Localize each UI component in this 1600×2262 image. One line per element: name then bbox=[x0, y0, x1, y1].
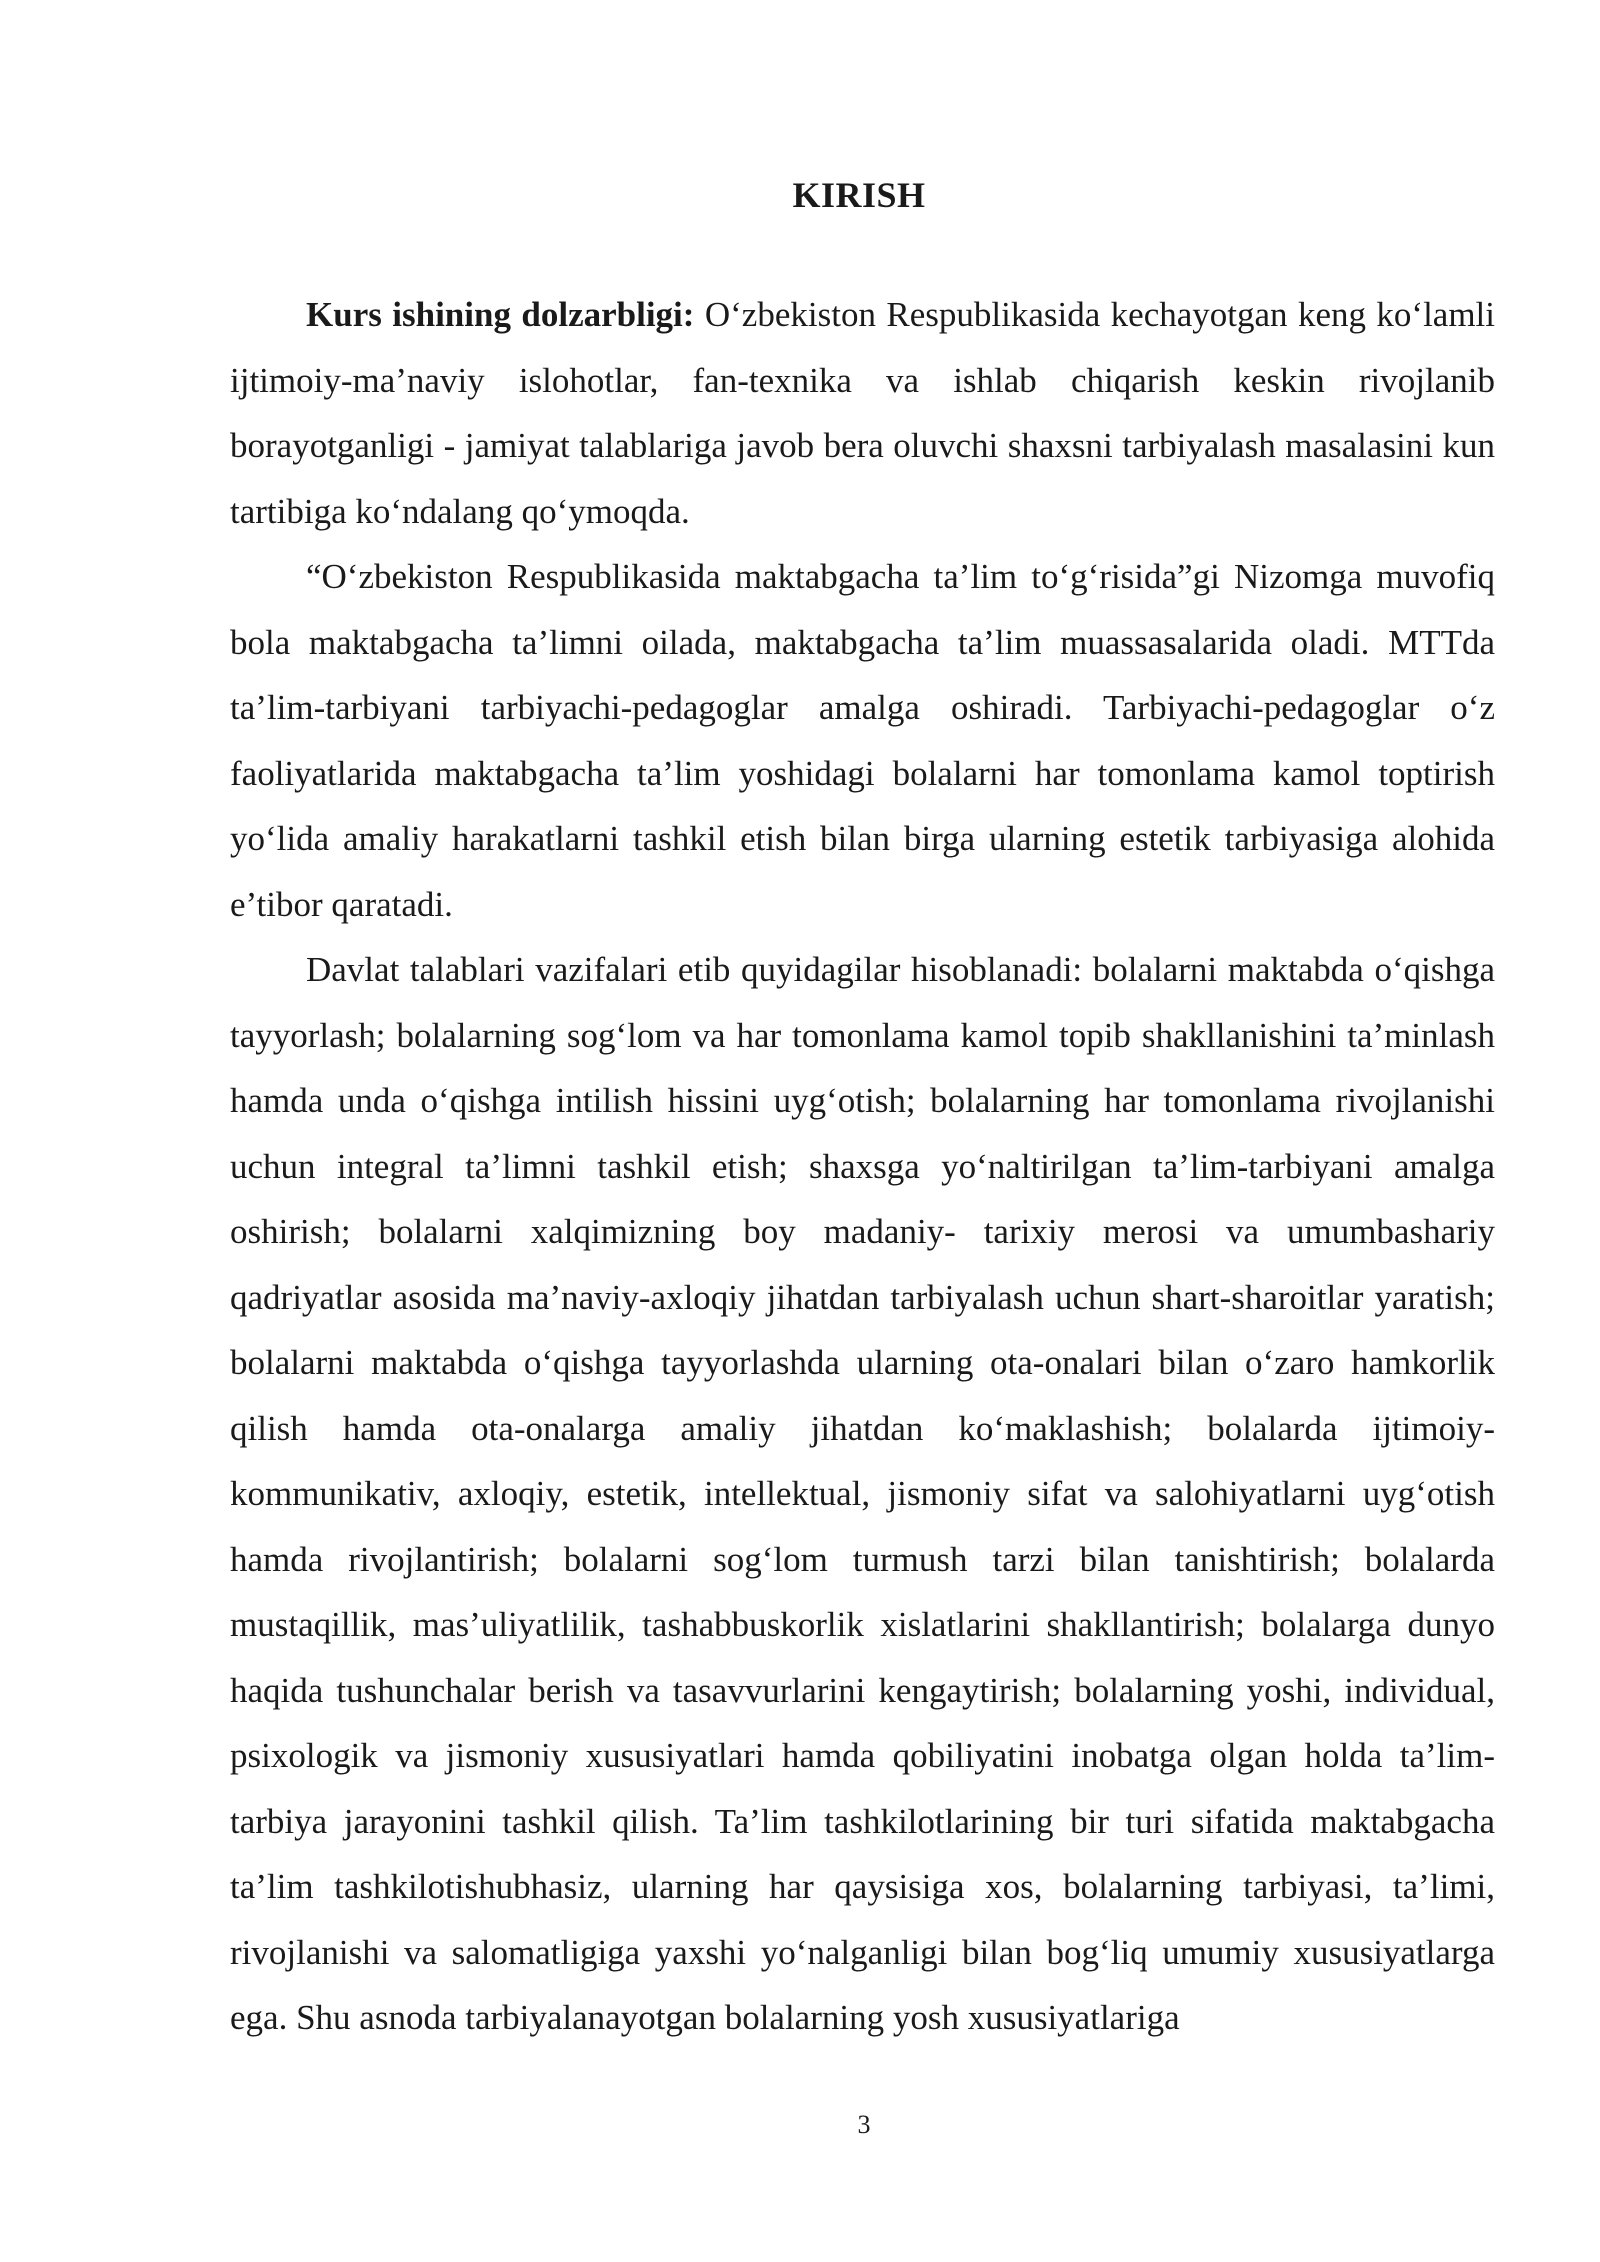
paragraph-text: O‘zbekiston Respublikasida kechayotgan keng ko‘lamli ijtimoiy-ma’naviy islohotlar, fan-texnika va ishlab chiqarish keskin rivojlanib borayotganligi - jamiyat talablariga javob bera oluvchi shaxsni tarbiyalash masalasini kun tartibiga ko‘ndalang qo‘ymoqda. bbox=[230, 295, 1496, 531]
paragraph-regulation bbox=[230, 544, 1495, 937]
page-number: 3 bbox=[857, 2110, 871, 2139]
page-title: KIRISH bbox=[792, 175, 926, 216]
paragraph-relevance bbox=[230, 282, 1495, 544]
paragraph-state-requirements bbox=[230, 937, 1495, 2051]
body-text bbox=[230, 282, 1495, 2051]
paragraph-lead: Kurs ishining dolzarbligi: bbox=[306, 295, 695, 334]
paragraph-text: “O‘zbekiston Respublikasida maktabgacha ta’lim to‘g‘risida”gi Nizomga muvofiq bola maktabgacha ta’limni oilada, maktabgacha ta’lim muassasalarida oladi. MTTda ta’lim-tarbiyani tarbiyachi-pedagoglar amalga oshiradi. Tarbiyachi-pedagoglar o‘z faoliyatlarida maktabgacha ta’lim yoshidagi bolalarni har tomonlama kamol toptirish yo‘lida amaliy harakatlarni tashkil etish bilan birga ularning estetik tarbiyasiga alohida e’tibor qaratadi. bbox=[230, 557, 1495, 924]
paragraph-text: Davlat talablari vazifalari etib quyidagilar hisoblanadi: bolalarni maktabda o‘qishga tayyorlash; bolalarning sog‘lom va har tomonlama kamol topib shakllanishini ta’minlash hamda unda o‘qishga intilish hissini uyg‘otish; bolalarning har tomonlama rivojlanishi uchun integral ta’limni tashkil etish; shaxsga yo‘naltirilgan ta’lim-tarbiyani amalga oshirish; bolalarni xalqimizning boy madaniy- tarixiy merosi va umumbashariy qadriyatlar asosida ma’naviy-axloqiy jihatdan tarbiyalash uchun shart-sharoitlar yaratish; bolalarni maktabda o‘qishga tayyorlashda ularning ota-onalari bilan o‘zaro hamkorlik qilish hamda ota-onalarga amaliy jihatdan ko‘maklashish; bolalarda ijtimoiy-kommunikativ, axloqiy, estetik, intellektual, jismoniy sifat va salohiyatlarni uyg‘otish hamda rivojlantirish; bolalarni sog‘lom turmush tarzi bilan tanishtirish; bolalarda mustaqillik, mas’uliyatlilik, tashabbuskorlik xislatlarini shakllantirish; bolalarga dunyo haqida tushunchalar berish va tasavvurlarini kengaytirish; bolalarning yoshi, individual, psixologik va jismoniy xususiyatlari hamda qobiliyatini inobatga olgan holda ta’lim-tarbiya jarayonini tashkil qilish. Ta’lim tashkilotlarining bir turi sifatida maktabgacha ta’lim tashkilotishubhasiz, ularning har qaysisiga xos, bolalarning tarbiyasi, ta’limi, rivojlanishi va salomatligiga yaxshi yo‘nalganligi bilan bog‘liq umumiy xususiyatlarga ega. Shu asnoda tarbiyalanayotgan bolalarning yosh xususiyatlariga bbox=[230, 950, 1495, 2037]
